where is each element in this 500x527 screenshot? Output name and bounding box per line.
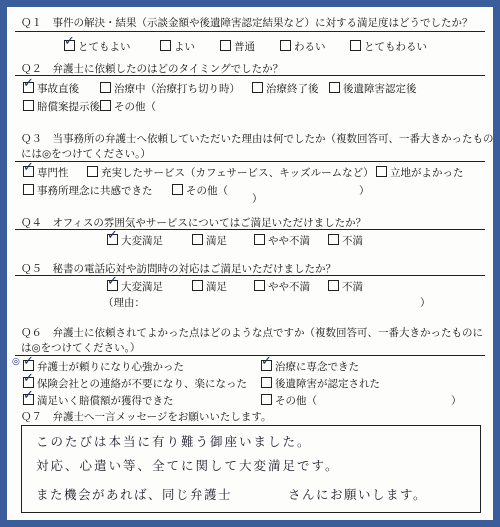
q1-option-0[interactable]: ✓ とてもよい	[64, 34, 131, 53]
q1-checkbox-4[interactable]	[350, 40, 361, 51]
q6-question-line1: Ｑ６ 弁護士に依頼されてよかった点はどのような点ですか（複数回答可、一番大きかったものに	[21, 327, 483, 339]
q1-option-1[interactable]: よい	[160, 39, 195, 54]
q2-checkbox-5[interactable]	[100, 100, 111, 111]
q4-checkbox-0[interactable]	[107, 228, 118, 245]
q6-option-1[interactable]: ✓ 治療に専念できた	[261, 354, 359, 373]
q3-option-2[interactable]: 立地がよかった	[376, 165, 464, 180]
q3-checkbox-4[interactable]	[172, 184, 183, 195]
q2-option-1[interactable]: 治療中（治療打ち切り時）	[100, 81, 240, 96]
q3-option-0[interactable]: ✓ 専門性	[23, 160, 69, 179]
q2-options-row1	[7, 76, 493, 95]
q7-question: Ｑ７ 弁護士へ一言メッセージをお願いいたします。	[21, 411, 272, 423]
q6-option-2[interactable]: ✓ 保険会社との連絡が不要になり、楽になった	[23, 371, 247, 390]
check-mark-icon: ✓	[261, 354, 272, 369]
q3-rule	[15, 161, 485, 162]
check-mark-icon: ✓	[107, 228, 118, 243]
q6-checkbox-1[interactable]	[261, 354, 272, 371]
q3-options-row1	[7, 160, 493, 179]
q6-checkbox-3[interactable]	[261, 377, 272, 388]
message-line-1: このたびは本当に有り難う御座いました。	[36, 434, 312, 449]
q6-other-close: ）	[451, 395, 462, 407]
q3-option-4[interactable]: その他（	[172, 183, 228, 198]
q5-option-0[interactable]: ✓ 大変満足	[107, 274, 163, 293]
q6-checkbox-4[interactable]	[23, 388, 34, 405]
q2-question: Ｑ２ 弁護士に依頼したのはどのタイミングでしたか？	[21, 63, 284, 75]
q1-option-3[interactable]: わるい	[280, 39, 326, 54]
q2-checkbox-0[interactable]	[23, 76, 34, 93]
q6-rule	[15, 355, 485, 356]
check-mark-icon: ✓	[23, 76, 34, 91]
q3-options-row2	[7, 183, 493, 197]
q5-reason-close: ）	[420, 297, 431, 309]
q4-checkbox-2[interactable]	[254, 234, 265, 245]
q2-checkbox-1[interactable]	[100, 82, 111, 93]
check-mark-icon: ✓	[23, 371, 34, 386]
check-mark-icon: ✓	[23, 388, 34, 403]
message-line-2: 対応、心遣い等、全てに関して大変満足です。	[36, 458, 340, 473]
q1-checkbox-2[interactable]	[220, 40, 231, 51]
q4-checkbox-1[interactable]	[192, 234, 203, 245]
q4-checkbox-3[interactable]	[328, 234, 339, 245]
q3-option-1[interactable]: 充実したサービス（カフェサービス、キッズルームなど）	[87, 165, 374, 180]
q2-other-close: ）	[252, 193, 263, 205]
q5-checkbox-1[interactable]	[192, 280, 203, 291]
q3-option-3[interactable]: 事務所理念に共感できた	[23, 183, 153, 198]
q5-options	[7, 274, 493, 293]
q3-checkbox-3[interactable]	[23, 184, 34, 195]
check-mark-icon: ✓	[23, 354, 34, 369]
check-mark-icon: ✓	[23, 160, 34, 175]
q2-option-3[interactable]: 後遺障害認定後	[329, 81, 417, 96]
q5-rule	[15, 275, 485, 276]
q2-option-4[interactable]: 賠償案提示後	[23, 99, 100, 114]
q5-option-2[interactable]: やや不満	[254, 279, 310, 294]
q6-option-0[interactable]: ◎ ✓ 弁護士が頼りになり心強かった	[12, 354, 184, 373]
q2-checkbox-2[interactable]	[252, 82, 263, 93]
q5-reason-label: （理由：	[103, 297, 145, 309]
q6-option-5[interactable]: その他（	[261, 393, 317, 408]
q6-checkbox-2[interactable]	[23, 371, 34, 388]
q4-rule	[15, 229, 485, 230]
message-line-3: また機会があれば、同じ弁護士 さんにお願いします。	[36, 487, 428, 502]
q6-options-row1	[7, 354, 493, 373]
q5-checkbox-3[interactable]	[328, 280, 339, 291]
q6-checkbox-0[interactable]	[23, 354, 34, 371]
q2-option-2[interactable]: 治療終了後	[252, 81, 319, 96]
q5-question: Ｑ５ 秘書の電話応対や訪問時の対応はご満足いただけましたか？	[21, 263, 336, 275]
q3-question-line2: には◎をつけてください。）	[21, 148, 151, 160]
q4-option-2[interactable]: やや不満	[254, 233, 310, 248]
q4-option-0[interactable]: ✓ 大変満足	[107, 228, 163, 247]
q6-option-3[interactable]: 後遺障害が認定された	[261, 376, 380, 391]
q6-question-line2: は◎をつけてください。）	[21, 342, 141, 354]
survey-sheet	[7, 7, 493, 520]
check-mark-icon: ✓	[64, 34, 75, 49]
q5-checkbox-0[interactable]	[107, 274, 118, 291]
q2-checkbox-4[interactable]	[23, 100, 34, 111]
q2-option-5[interactable]: その他（	[100, 99, 156, 114]
q1-option-4[interactable]: とてもわるい	[350, 39, 427, 54]
message-box[interactable]	[21, 425, 481, 513]
q6-options-row3	[7, 388, 493, 407]
q1-options	[7, 34, 493, 53]
double-circle-icon: ◎	[12, 357, 20, 367]
check-mark-icon: ✓	[107, 274, 118, 289]
q1-checkbox-0[interactable]	[64, 34, 75, 51]
q5-option-1[interactable]: 満足	[192, 279, 227, 294]
q4-question: Ｑ４ オフィスの雰囲気やサービスについてはご満足いただけましたか？	[21, 217, 367, 229]
q3-other-close: ）	[359, 185, 370, 197]
q6-checkbox-5[interactable]	[261, 394, 272, 405]
q3-checkbox-2[interactable]	[376, 166, 387, 177]
q6-option-4[interactable]: ✓ 満足いく賠償額が獲得できた	[23, 388, 174, 407]
q5-checkbox-2[interactable]	[254, 280, 265, 291]
q2-rule	[15, 75, 485, 76]
q5-option-3[interactable]: 不満	[328, 279, 363, 294]
q4-options	[7, 228, 493, 247]
q1-option-2[interactable]: 普通	[220, 39, 255, 54]
q2-checkbox-3[interactable]	[329, 82, 340, 93]
q6-options-row2	[7, 371, 493, 390]
q1-rule	[15, 31, 485, 32]
q3-checkbox-1[interactable]	[87, 166, 98, 177]
q2-option-0[interactable]: ✓ 事故直後	[23, 76, 79, 95]
q1-checkbox-1[interactable]	[160, 40, 171, 51]
q1-checkbox-3[interactable]	[280, 40, 291, 51]
q3-question-line1: Ｑ３ 当事務所の弁護士へ依頼していただいた理由は何でしたか（複数回答可、一番大きかったもの	[21, 133, 494, 145]
q4-option-1[interactable]: 満足	[192, 233, 227, 248]
q4-option-3[interactable]: 不満	[328, 233, 363, 248]
q1-question: Ｑ１ 事件の解決・結果（示談金額や後遺障害認定結果など）に対する満足度はどうでしたか？	[21, 17, 473, 29]
q3-checkbox-0[interactable]	[23, 160, 34, 177]
